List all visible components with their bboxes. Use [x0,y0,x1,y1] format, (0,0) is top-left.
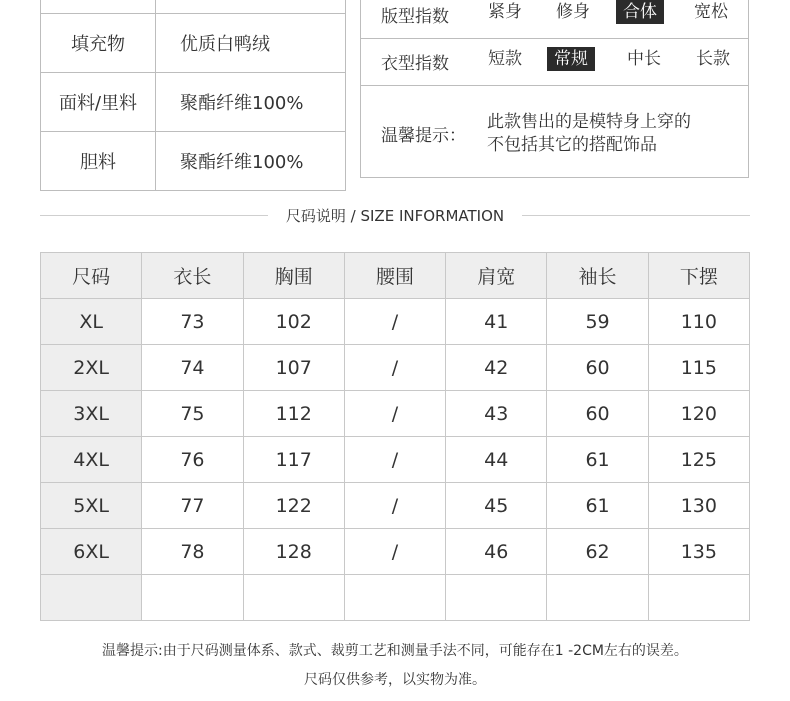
header-cell: 腰围 [344,253,445,299]
size-value-cell: 60 [547,345,648,391]
size-value-cell: 77 [142,483,243,529]
material-row [41,73,346,132]
size-table [40,252,750,621]
size-value-cell: 76 [142,437,243,483]
divider [361,38,748,39]
fit-index-label: 版型指数 [381,7,449,27]
table-row [41,437,750,483]
material-row [41,14,346,73]
material-table [40,0,346,191]
size-value-cell: 135 [648,529,749,575]
size-value-cell [648,575,749,621]
material-value: 聚酯纤维100% [156,73,346,132]
length-option: 长款 [696,49,730,69]
header-cell: 衣长 [142,253,243,299]
material-label-cell [41,0,156,14]
size-value-cell [344,575,445,621]
header-cell: 下摆 [648,253,749,299]
material-label: 填充物 [41,14,156,73]
material-row-cut [41,0,346,14]
fit-option: 紧身 [488,2,522,22]
length-index-label: 衣型指数 [381,54,449,74]
size-value-cell: 41 [446,299,547,345]
size-label-cell: 4XL [41,437,142,483]
size-value-cell: 59 [547,299,648,345]
header-cell: 袖长 [547,253,648,299]
size-value-cell: 43 [446,391,547,437]
table-row [41,391,750,437]
table-row [41,299,750,345]
tip-text [487,111,691,157]
size-value-cell [446,575,547,621]
table-row [41,345,750,391]
size-value-cell: 62 [547,529,648,575]
table-row [41,575,750,621]
size-value-cell: 122 [243,483,344,529]
tip-line: 此款售出的是模特身上穿的 [487,112,691,132]
size-value-cell: 61 [547,437,648,483]
size-value-cell: 112 [243,391,344,437]
material-row [41,132,346,191]
size-label-cell: 2XL [41,345,142,391]
length-option-selected: 常规 [547,47,595,71]
size-label-cell: 5XL [41,483,142,529]
size-value-cell: 73 [142,299,243,345]
table-row [41,529,750,575]
size-value-cell: 117 [243,437,344,483]
fit-option: 修身 [556,2,590,22]
footer-note: 尺码仅供参考，以实物为准。 [304,672,486,688]
tip-label: 温馨提示： [381,126,466,146]
header-cell: 肩宽 [446,253,547,299]
size-value-cell: 61 [547,483,648,529]
size-value-cell: / [344,299,445,345]
footer-note: 温馨提示:由于尺码测量体系、款式、裁剪工艺和测量手法不同，可能存在1 -2CM左右的误差。 [102,643,688,659]
size-label-cell: 6XL [41,529,142,575]
size-value-cell: 42 [446,345,547,391]
header-cell: 胸围 [243,253,344,299]
size-value-cell: / [344,345,445,391]
fit-option-selected: 合体 [616,0,664,24]
size-value-cell [547,575,648,621]
size-value-cell: 46 [446,529,547,575]
material-label: 面料/里料 [41,73,156,132]
size-label-cell: 3XL [41,391,142,437]
size-value-cell [243,575,344,621]
size-label-cell [41,575,142,621]
size-value-cell [142,575,243,621]
header-cell: 尺码 [41,253,142,299]
length-option: 短款 [488,49,522,69]
material-value-cell [156,0,346,14]
size-table-header [41,253,750,299]
size-value-cell: 128 [243,529,344,575]
size-value-cell: 60 [547,391,648,437]
length-option: 中长 [627,49,661,69]
tip-line: 不包括其它的搭配饰品 [487,135,657,155]
size-value-cell: / [344,483,445,529]
divider [361,85,748,86]
size-value-cell: 130 [648,483,749,529]
material-label: 胆料 [41,132,156,191]
size-value-cell: 78 [142,529,243,575]
size-value-cell: / [344,529,445,575]
size-value-cell: 125 [648,437,749,483]
section-title: 尺码说明 / SIZE INFORMATION [285,207,505,225]
size-label-cell: XL [41,299,142,345]
size-value-cell: 107 [243,345,344,391]
size-value-cell: 44 [446,437,547,483]
size-value-cell: 74 [142,345,243,391]
size-value-cell: 110 [648,299,749,345]
size-value-cell: 115 [648,345,749,391]
fit-index-panel [360,0,749,178]
fit-option: 宽松 [694,2,728,22]
size-value-cell: 45 [446,483,547,529]
size-value-cell: 120 [648,391,749,437]
size-value-cell: 102 [243,299,344,345]
material-value: 聚酯纤维100% [156,132,346,191]
size-value-cell: / [344,437,445,483]
material-value: 优质白鸭绒 [156,14,346,73]
size-value-cell: 75 [142,391,243,437]
size-value-cell: / [344,391,445,437]
table-row [41,483,750,529]
